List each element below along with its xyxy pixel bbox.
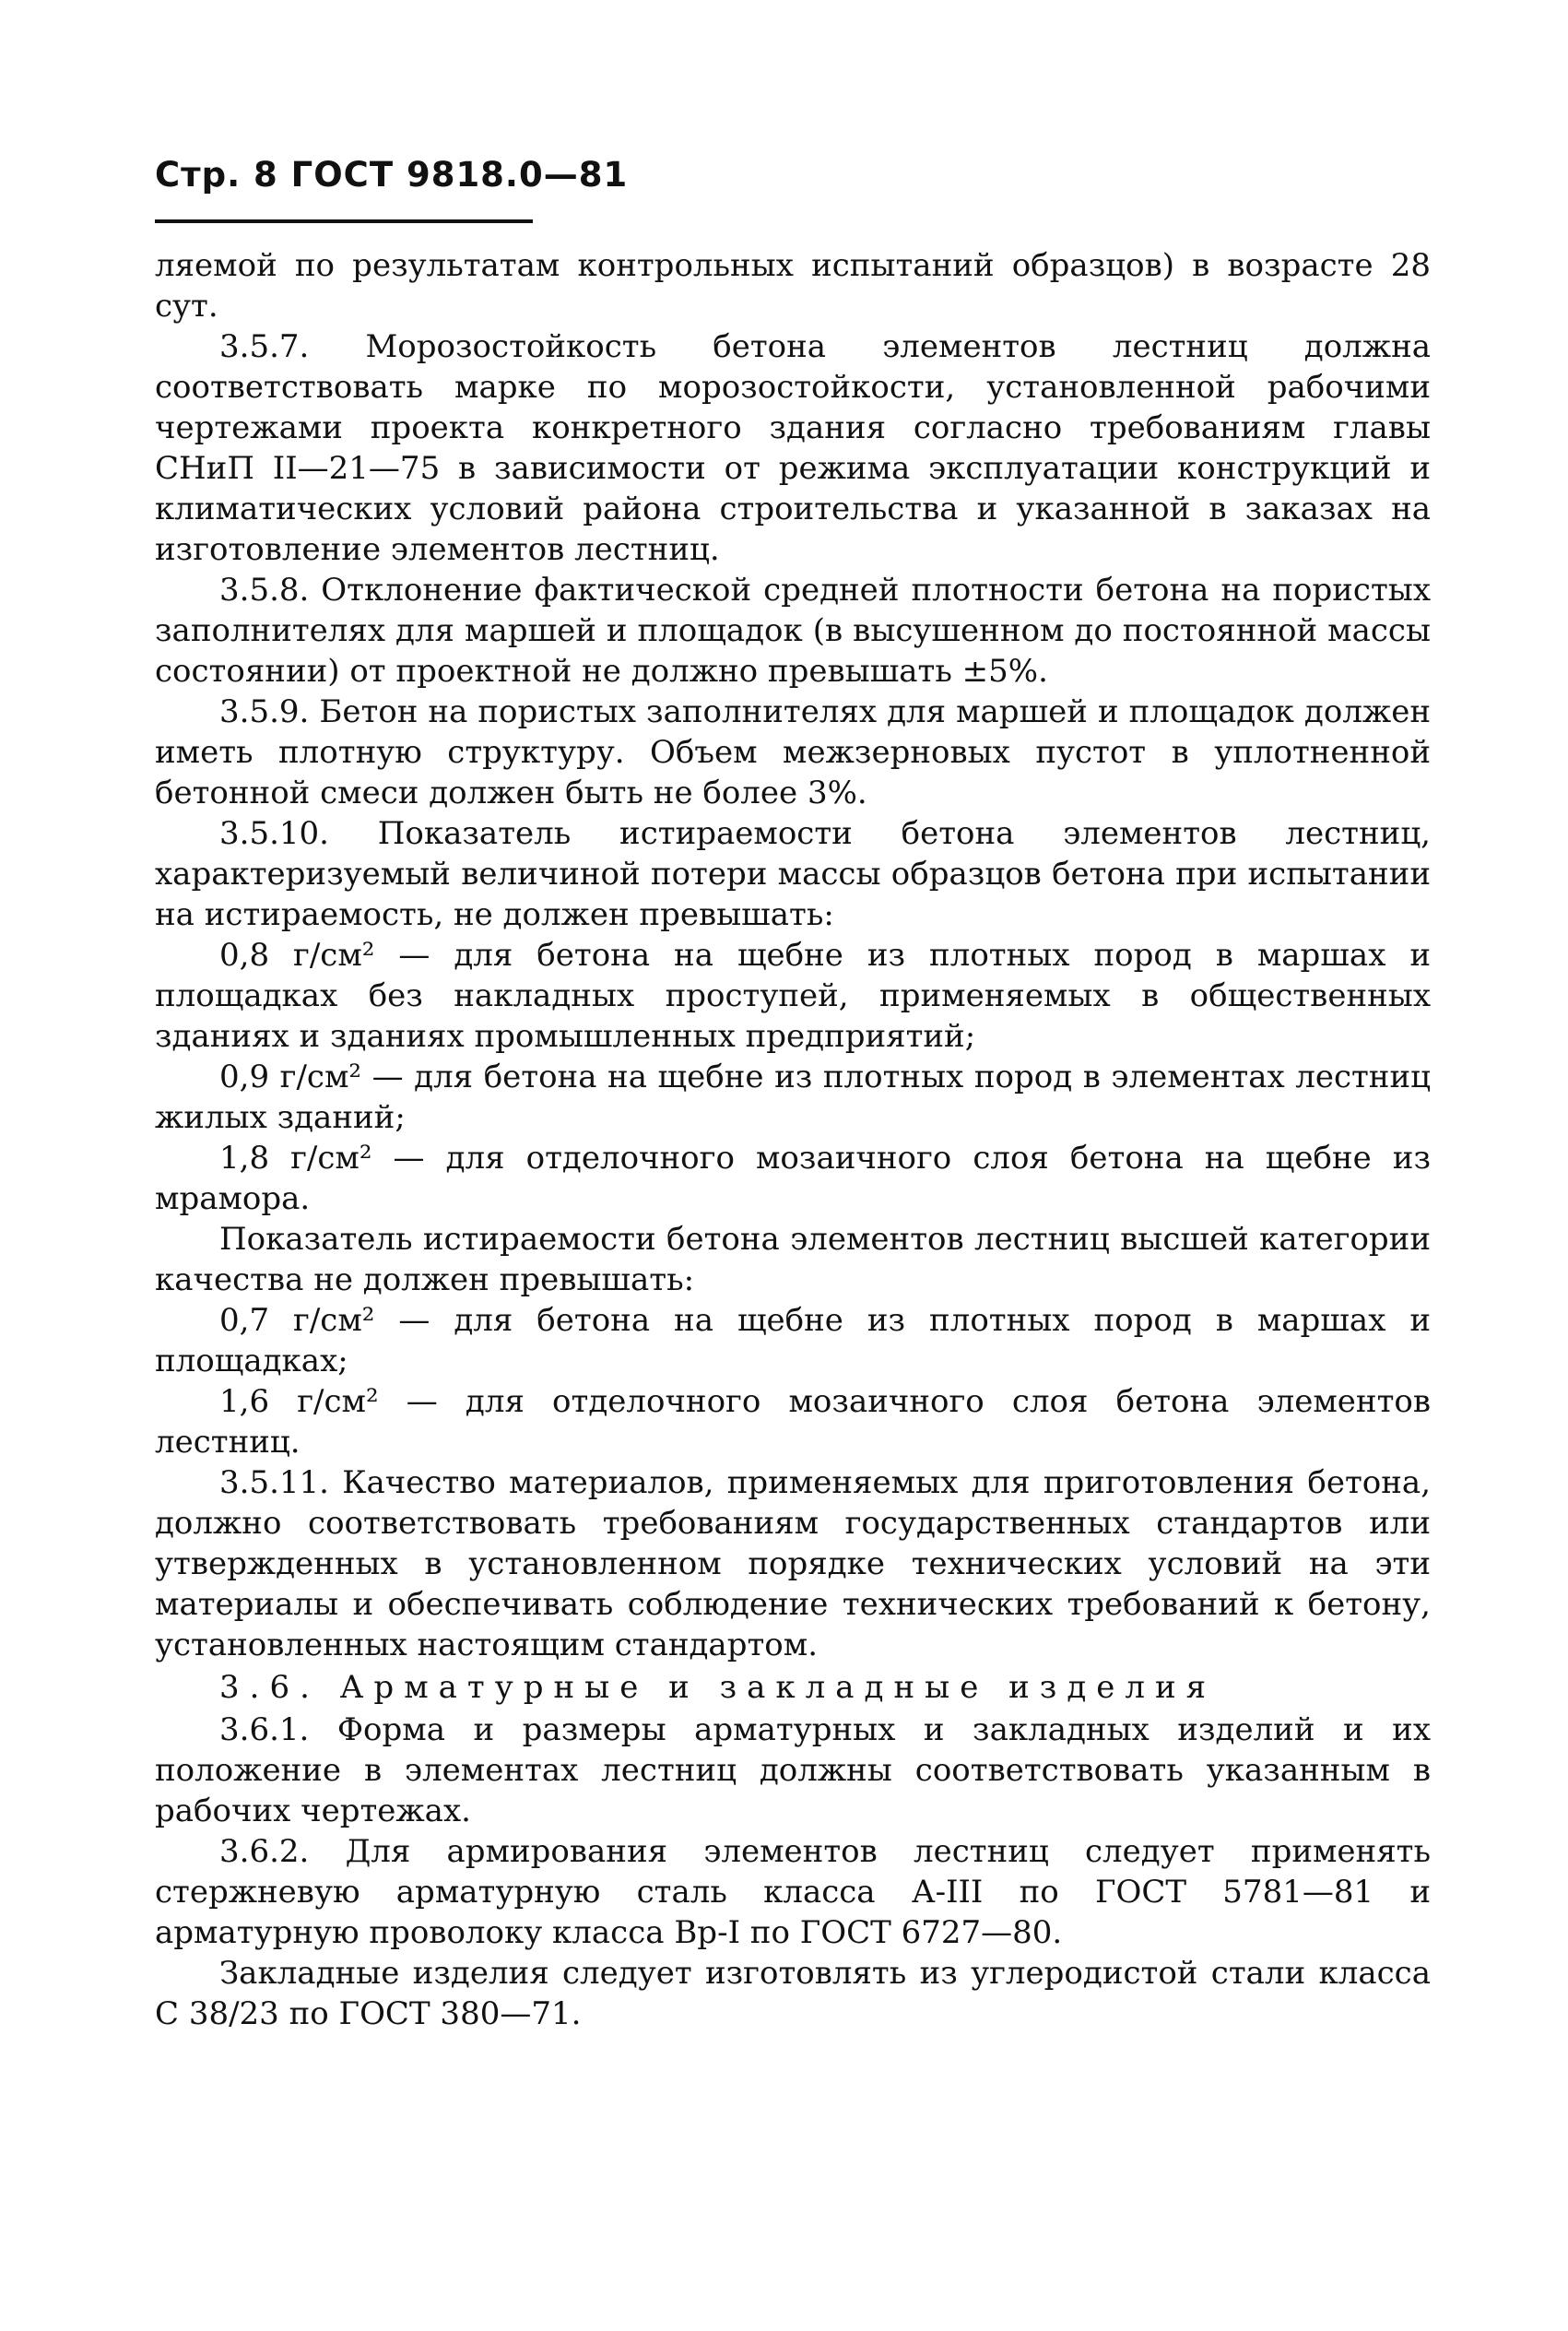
paragraph-3-5-11: 3.5.11. Качество материалов, применяемых для приготовления бетона, должно соответствовать требованиям государственных стандартов или утвержденных в установленном порядке технических условий на эти материалы и обеспечивать соблюдение технических требований к бетону, установленных настоящим стандартом. [155,1464,1431,1663]
paragraph-embedded-parts: Закладные изделия следует изготовлять из углеродистой стали класса С 38/23 по ГОСТ 380—71. [155,1955,1431,2032]
abrasion-item-0-7: 0,7 г/см² — для бетона на щебне из плотных пород в маршах и площадках; [155,1302,1431,1379]
paragraph-3-5-10: 3.5.10. Показатель истираемости бетона элементов лестниц, характеризуемый величиной потери массы образцов бетона при испытании на истираемость, не должен превышать: [155,815,1431,933]
paragraph-3-5-8: 3.5.8. Отклонение фактической средней плотности бетона на пористых заполнителях для маршей и площадок (в высушенном до постоянной массы состоянии) от проектной не должно превышать ±5%. [155,572,1431,690]
running-header: Стр. 8 ГОСТ 9818.0—81 [155,155,629,195]
abrasion-item-1-6: 1,6 г/см² — для отделочного мозаичного слоя бетона элементов лестниц. [155,1383,1431,1461]
header-rule [155,219,533,223]
subsection-heading-text: 3.6. Арматурные и закладные изделия [219,1669,1217,1706]
abrasion-item-0-9: 0,9 г/см² — для бетона на щебне из плотных пород в элементах лестниц жилых зданий; [155,1059,1431,1136]
document-body [155,245,1431,2034]
paragraph-3-6-2: 3.6.2. Для армирования элементов лестниц следует применять стержневую арматурную сталь класса А-III по ГОСТ 5781—81 и арматурную проволоку класса Вр-I по ГОСТ 6727—80. [155,1833,1431,1951]
paragraph-3-5-9: 3.5.9. Бетон на пористых заполнителях для маршей и площадок должен иметь плотную структуру. Объем межзерновых пустот в уплотненной бетонной смеси должен быть не более 3%. [155,693,1431,811]
paragraph-3-5-7: 3.5.7. Морозостойкость бетона элементов лестниц должна соответствовать марке по морозостойкости, установленной рабочими чертежами проекта конкретного здания согласно требованиям главы СНиП II—21—75 в зависимости от режима эксплуатации конструкций и климатических условий района строительства и указанной в заказах на изготовление элементов лестниц. [155,328,1431,568]
abrasion-item-0-8: 0,8 г/см² — для бетона на щебне из плотных пород в маршах и площадках без накладных проступей, применяемых в общественных зданиях и зданиях промышленных предприятий; [155,937,1431,1055]
paragraph-highest-category: Показатель истираемости бетона элементов лестниц высшей категории качества не должен превышать: [155,1221,1431,1298]
abrasion-item-1-8: 1,8 г/см² — для отделочного мозаичного слоя бетона на щебне из мрамора. [155,1140,1431,1217]
subsection-heading-3-6 [155,1667,1431,1708]
paragraph-continuation: ляемой по результатам контрольных испытаний образцов) в возрасте 28 сут. [155,247,1431,325]
paragraph-3-6-1: 3.6.1. Форма и размеры арматурных и закладных изделий и их положение в элементах лестниц должны соответствовать указанным в рабочих чертежах. [155,1711,1431,1829]
